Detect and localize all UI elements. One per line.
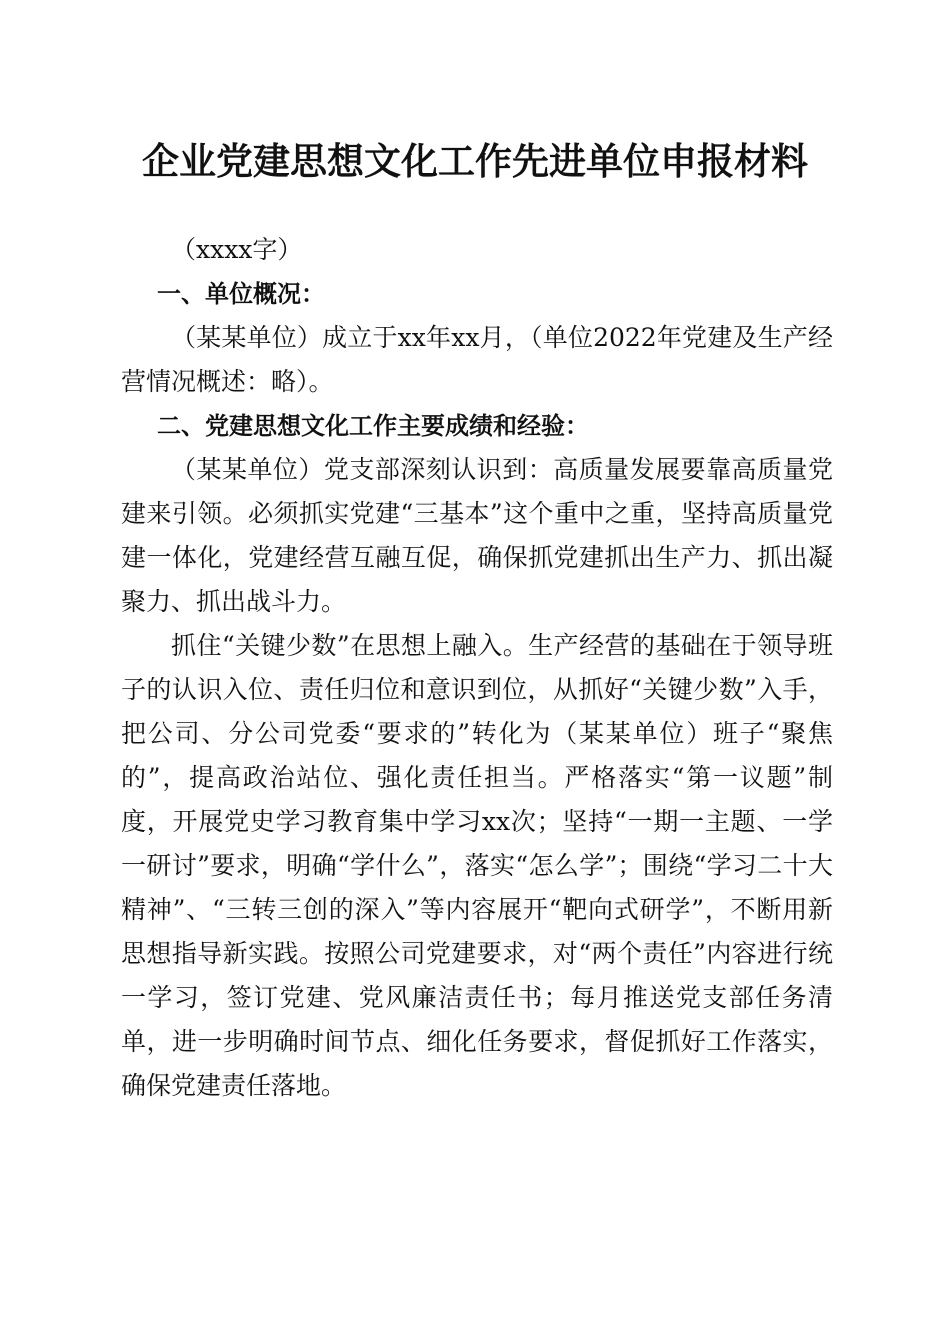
document-body <box>121 228 833 1108</box>
unit-overview-paragraph: （某某单位）成立于xx年xx月，（单位2022年党建及生产经营情况概述：略）。 <box>121 323 833 396</box>
word-count-note: （xxxx字） <box>171 235 303 264</box>
section-heading-unit-overview: 一、单位概况： <box>157 280 325 308</box>
section-heading-achievements: 二、党建思想文化工作主要成绩和经验： <box>157 412 589 440</box>
achievements-paragraph-1: （某某单位）党支部深刻认识到：高质量发展要靠高质量党建来引领。必须抓实党建“三基本”这个重中之重，坚持高质量党建一体化，党建经营互融互促，确保抓党建抓出生产力、抓出凝聚力、抓出战斗力。 <box>121 455 833 616</box>
achievements-paragraph-2: 抓住“关键少数”在思想上融入。生产经营的基础在于领导班子的认识入位、责任归位和意识到位，从抓好“关键少数”入手，把公司、分公司党委“要求的”转化为（某某单位）班子“聚焦的”，提高政治站位、强化责任担当。严格落实“第一议题”制度，开展党史学习教育集中学习xx次；坚持“一期一主题、一学一研讨”要求，明确“学什么”，落实“怎么学”；围绕“学习二十大精神”、“三转三创的深入”等内容展开“靶向式研学”，不断用新思想指导新实践。按照公司党建要求，对“两个责任”内容进行统一学习，签订党建、党风廉洁责任书；每月推送党支部任务清单，进一步明确时间节点、细化任务要求，督促抓好工作落实，确保党建责任落地。 <box>121 631 833 1100</box>
document-title: 企业党建思想文化工作先进单位申报材料 <box>142 139 808 183</box>
